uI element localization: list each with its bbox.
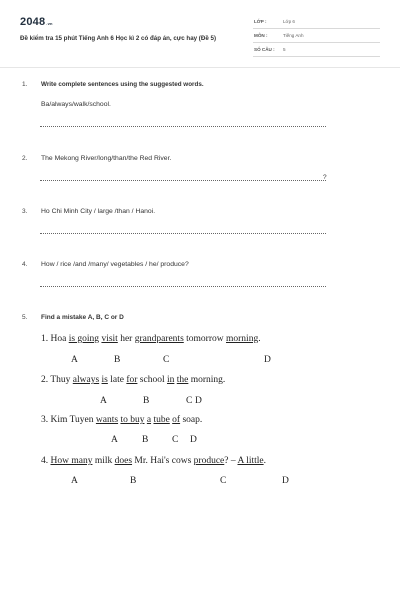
- question-2-end-mark: ?: [323, 174, 327, 181]
- item-1-option-d[interactable]: D: [264, 355, 271, 365]
- question-2-prompt: The Mekong River/long/than/the Red River.: [41, 155, 172, 162]
- item-4-underlined-b: does: [114, 456, 133, 466]
- meta-count-key: SỐ CÂU :: [254, 47, 275, 52]
- item-1-option-b[interactable]: B: [114, 355, 121, 365]
- site-logo[interactable]: [20, 16, 53, 28]
- answer-line-3[interactable]: [40, 232, 326, 234]
- item-2-underlined-d2: the: [176, 375, 189, 385]
- logo-text: 2048: [20, 16, 46, 28]
- mistake-item-4: [41, 456, 266, 466]
- item-1-underlined-d: morning: [226, 334, 259, 344]
- item-2-option-c[interactable]: C: [186, 396, 193, 406]
- item-1-option-a[interactable]: A: [71, 355, 78, 365]
- item-3-option-d[interactable]: D: [190, 435, 197, 445]
- logo-suffix: .vn: [46, 21, 53, 26]
- meta-class-row: [253, 17, 380, 29]
- item-3-text: 3. Kim Tuyen: [41, 415, 96, 425]
- item-2-option-d[interactable]: D: [195, 396, 202, 406]
- question-1-prompt: Ba/always/walk/school.: [41, 101, 111, 108]
- item-4-text: 4.: [41, 456, 51, 466]
- question-2-number: 2.: [22, 155, 28, 162]
- meta-subject-value: Tiếng Anh: [283, 33, 304, 38]
- item-2-text: school: [137, 375, 167, 385]
- item-1-option-c[interactable]: C: [163, 355, 170, 365]
- answer-line-4[interactable]: [40, 285, 326, 287]
- meta-class-value: Lớp 6: [283, 19, 295, 24]
- item-3-option-b[interactable]: B: [142, 435, 149, 445]
- item-2-underlined-a: always: [72, 375, 100, 385]
- item-1-underlined-c: grandparents: [134, 334, 184, 344]
- meta-class-key: LỚP :: [254, 19, 267, 24]
- item-3-underlined-a: wants: [95, 415, 119, 425]
- item-4-underlined-a: How many: [50, 456, 93, 466]
- item-1-underlined-a: is going: [68, 334, 100, 344]
- item-3-option-c[interactable]: C: [172, 435, 179, 445]
- item-4-underlined-c: produce: [193, 456, 225, 466]
- question-4-number: 4.: [22, 261, 28, 268]
- question-5-number: 5.: [22, 314, 28, 321]
- question-4-prompt: How / rice /and /many/ vegetables / he/ produce?: [41, 261, 189, 268]
- item-4-option-d[interactable]: D: [282, 476, 289, 486]
- question-3-number: 3.: [22, 208, 28, 215]
- item-3-underlined-c2: tube: [153, 415, 170, 425]
- item-3-underlined-b: to buy: [120, 415, 145, 425]
- question-5-instruction: Find a mistake A, B, C or D: [41, 314, 124, 321]
- header-divider: [0, 67, 400, 68]
- answer-line-1[interactable]: [40, 125, 326, 127]
- mistake-item-3: [41, 415, 202, 425]
- item-2-option-b[interactable]: B: [143, 396, 150, 406]
- item-3-option-a[interactable]: A: [111, 435, 118, 445]
- question-1-instruction: Write complete sentences using the suggested words.: [41, 81, 204, 88]
- question-1-number: 1.: [22, 81, 28, 88]
- item-1-underlined-b: visit: [101, 334, 118, 344]
- item-3-underlined-c1: a: [146, 415, 152, 425]
- item-4-text: ? –: [224, 456, 238, 466]
- meta-subject-row: [253, 31, 380, 43]
- item-1-text: 1. Hoa: [41, 334, 69, 344]
- item-1-text: tomorrow: [183, 334, 226, 344]
- item-4-option-c[interactable]: C: [220, 476, 227, 486]
- item-2-underlined-c: for: [126, 375, 138, 385]
- item-4-text: Mr. Hai's cows: [132, 456, 194, 466]
- question-3-prompt: Ho Chi Minh City / large /than / Hanoi.: [41, 208, 156, 215]
- item-2-underlined-b: is: [101, 375, 108, 385]
- document-title: Đề kiểm tra 15 phút Tiếng Anh 6 Học kì 2 có đáp án, cực hay (Đề 5): [20, 35, 217, 42]
- item-2-option-a[interactable]: A: [100, 396, 107, 406]
- meta-count-row: [253, 45, 380, 57]
- item-1-text: her: [117, 334, 135, 344]
- item-4-text: .: [263, 456, 266, 466]
- item-2-text: 2. Thuy: [41, 375, 73, 385]
- item-2-text: morning.: [188, 375, 226, 385]
- item-4-option-a[interactable]: A: [71, 476, 78, 486]
- meta-subject-key: MÔN :: [254, 33, 268, 38]
- mistake-item-1: [41, 334, 261, 344]
- item-4-underlined-d: A little: [237, 456, 264, 466]
- item-4-text: milk: [92, 456, 115, 466]
- item-2-underlined-d1: in: [166, 375, 175, 385]
- meta-count-value: 5: [283, 47, 286, 52]
- item-1-text: .: [258, 334, 261, 344]
- item-4-option-b[interactable]: B: [130, 476, 137, 486]
- item-3-text: soap.: [180, 415, 203, 425]
- item-3-underlined-d: of: [172, 415, 181, 425]
- answer-line-2[interactable]: [40, 179, 326, 181]
- mistake-item-2: [41, 375, 225, 385]
- item-2-text: late: [107, 375, 127, 385]
